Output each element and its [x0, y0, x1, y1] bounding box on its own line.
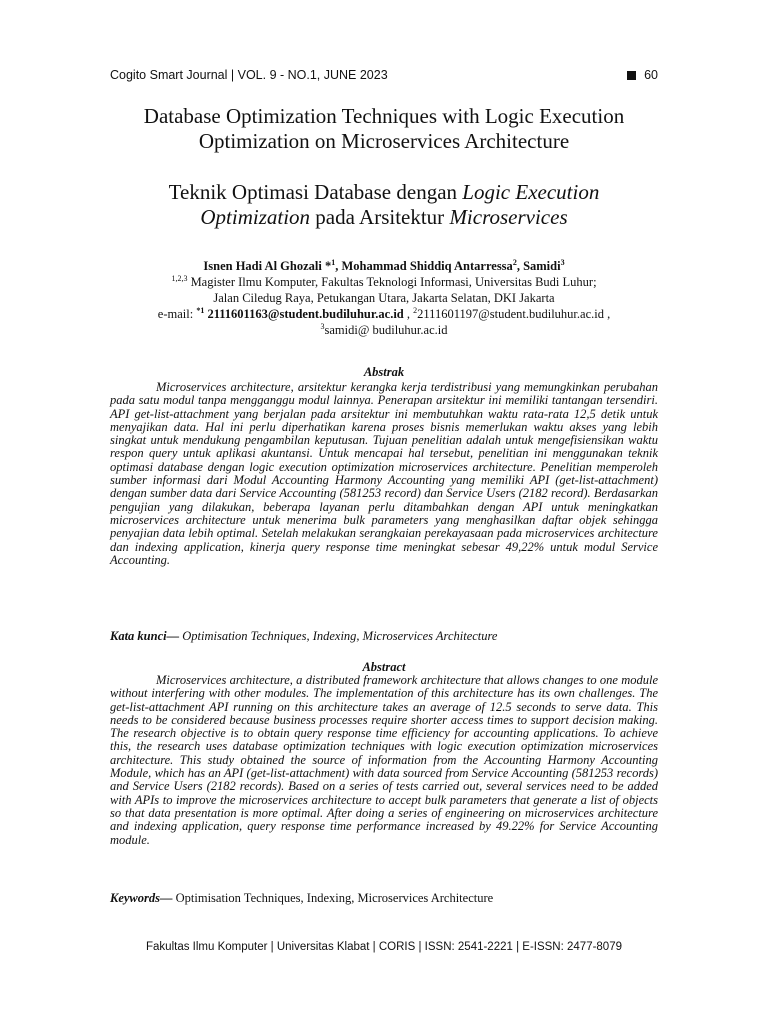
journal-info: Cogito Smart Journal | VOL. 9 - NO.1, JUNE 2023	[110, 68, 388, 82]
author-2: , Mohammad Shiddiq Antarressa	[335, 259, 513, 273]
email-1[interactable]: 2111601163@student.budiluhur.ac.id	[204, 307, 404, 321]
title-english-line-1: Database Optimization Techniques with Logic Execution	[143, 104, 625, 128]
keywords	[110, 891, 658, 906]
abstract-heading: Abstract	[362, 660, 406, 674]
keywords-label: Keywords—	[110, 891, 173, 905]
author-names	[90, 258, 678, 274]
affiliation-line-2: Jalan Ciledug Raya, Petukangan Utara, Jakarta Selatan, DKI Jakarta	[213, 291, 555, 305]
email-2-sup: 2	[413, 305, 418, 315]
abstrak-heading: Abstrak	[363, 365, 405, 379]
email-line-2	[90, 322, 678, 338]
author-3-sup: 3	[560, 257, 565, 267]
running-header	[110, 68, 658, 82]
title-id-text-2: pada Arsitektur	[310, 205, 450, 229]
kata-kunci	[110, 629, 658, 644]
title-id-italic-2: Optimization	[200, 205, 311, 229]
title-id-italic-1: Logic Execution	[462, 180, 600, 204]
title-indonesian-line-2	[90, 205, 678, 230]
email-3-sup: 3	[320, 321, 325, 331]
title-indonesian	[90, 180, 678, 230]
author-block	[90, 258, 678, 338]
square-bullet-icon	[627, 71, 636, 80]
author-1: Isnen Hadi Al Ghozali *	[203, 259, 332, 273]
title-english-line-2: Optimization on Microservices Architecture	[198, 129, 570, 153]
page-number: 60	[644, 68, 658, 82]
page-footer: Fakultas Ilmu Komputer | Universitas Klabat | CORIS | ISSN: 2541-2221 | E-ISSN: 2477-8079	[146, 941, 622, 953]
affiliation-sup: 1,2,3	[171, 273, 188, 283]
title-id-text-1: Teknik Optimasi Database dengan	[168, 180, 463, 204]
author-1-sup: 1	[331, 257, 336, 267]
affiliation-text-1: Magister Ilmu Komputer, Fakultas Teknologi Informasi, Universitas Budi Luhur;	[187, 275, 597, 289]
kata-kunci-label: Kata kunci—	[110, 629, 180, 643]
keywords-value: Optimisation Techniques, Indexing, Microservices Architecture	[172, 891, 494, 905]
email-line	[90, 306, 678, 322]
affiliation-line-1	[90, 274, 678, 290]
page-number-block	[627, 68, 658, 82]
abstract-body: Microservices architecture, a distributed framework architecture that allows changes to one module without interfering with other modules. The implementation of this architecture has its own challenges. The get-list-attachment API running on this architecture takes an average of 12.5 seconds to serve data. This needs to be considered because business processes require shorter access times to support decision making. The research objective is to obtain query response time efficiency for accounting applications. To achieve this, the research uses database optimization techniques with logic execution optimization microservices architecture. This study obtained the source of information from the Accounting Harmony Accounting Module, which has an API (get-list-attachment) with data sourced from Service Accounting (581253 records) and Service Users (2182 records). Based on a series of tests carried out, several services need to be added with APIs to improve the microservices architecture to accept bulk parameters that generate a list of objects so that data presentation is more optimal. After doing a series of engineering on microservices architecture and indexing application, query response time performance increased by 49.22% for Service Accounting module.	[110, 673, 658, 847]
email-1-sup: *1	[196, 305, 205, 315]
title-indonesian-line-1	[90, 180, 678, 205]
email-2[interactable]: 2111601197@student.budiluhur.ac.id ,	[417, 307, 611, 321]
email-prefix: e-mail:	[157, 307, 197, 321]
author-3: , Samidi	[516, 259, 561, 273]
title-id-italic-3: Microservices	[449, 205, 568, 229]
kata-kunci-value: Optimisation Techniques, Indexing, Microservices Architecture	[179, 629, 498, 643]
abstrak-body: Microservices architecture, arsitektur kerangka kerja terdistribusi yang memungkinkan perubahan pada satu modul tanpa mengganggu modul lainnya. Penerapan arsitektur ini memiliki tantangan tersendiri. API get-list-attachment yang berjalan pada arsitektur ini membutuhkan waktu rata-rata 12,5 detik untuk menyajikan data. Hal ini perlu diperhatikan karena proses bisnis memerlukan waktu akses yang lebih singkat untuk mendukung pengambilan keputusan. Tujuan penelitian adalah untuk mengefisiensikan waktu respon query untuk aplikasi akuntansi. Untuk mencapai hal tersebut, penelitian ini menggunakan teknik optimasi database dengan logic execution optimization microservices architecture. Penelitian memperoleh sumber informasi dari Modul Accounting Harmony Accounting yang memiliki API (get-list-attachment) dengan sumber data dari Service Accounting (581253 record) dan Service Users (2182 record). Berdasarkan pengujian yang dilakukan, beberapa layanan perlu ditambahkan dengan API untuk meningkatkan microservices architecture untuk menerima bulk parameters yang menghasilkan daftar objek sehingga penyajian data lebih optimal. Setelah melakukan serangkaian perekayasaan pada microservices architecture dan indexing application, kinerja query response time meningkat sebesar 49,22% untuk modul Service Accounting.	[110, 380, 658, 567]
email-3[interactable]: samidi@ budiluhur.ac.id	[324, 323, 448, 337]
title-english	[90, 104, 678, 154]
email-separator: ,	[403, 307, 414, 321]
author-2-sup: 2	[512, 257, 517, 267]
